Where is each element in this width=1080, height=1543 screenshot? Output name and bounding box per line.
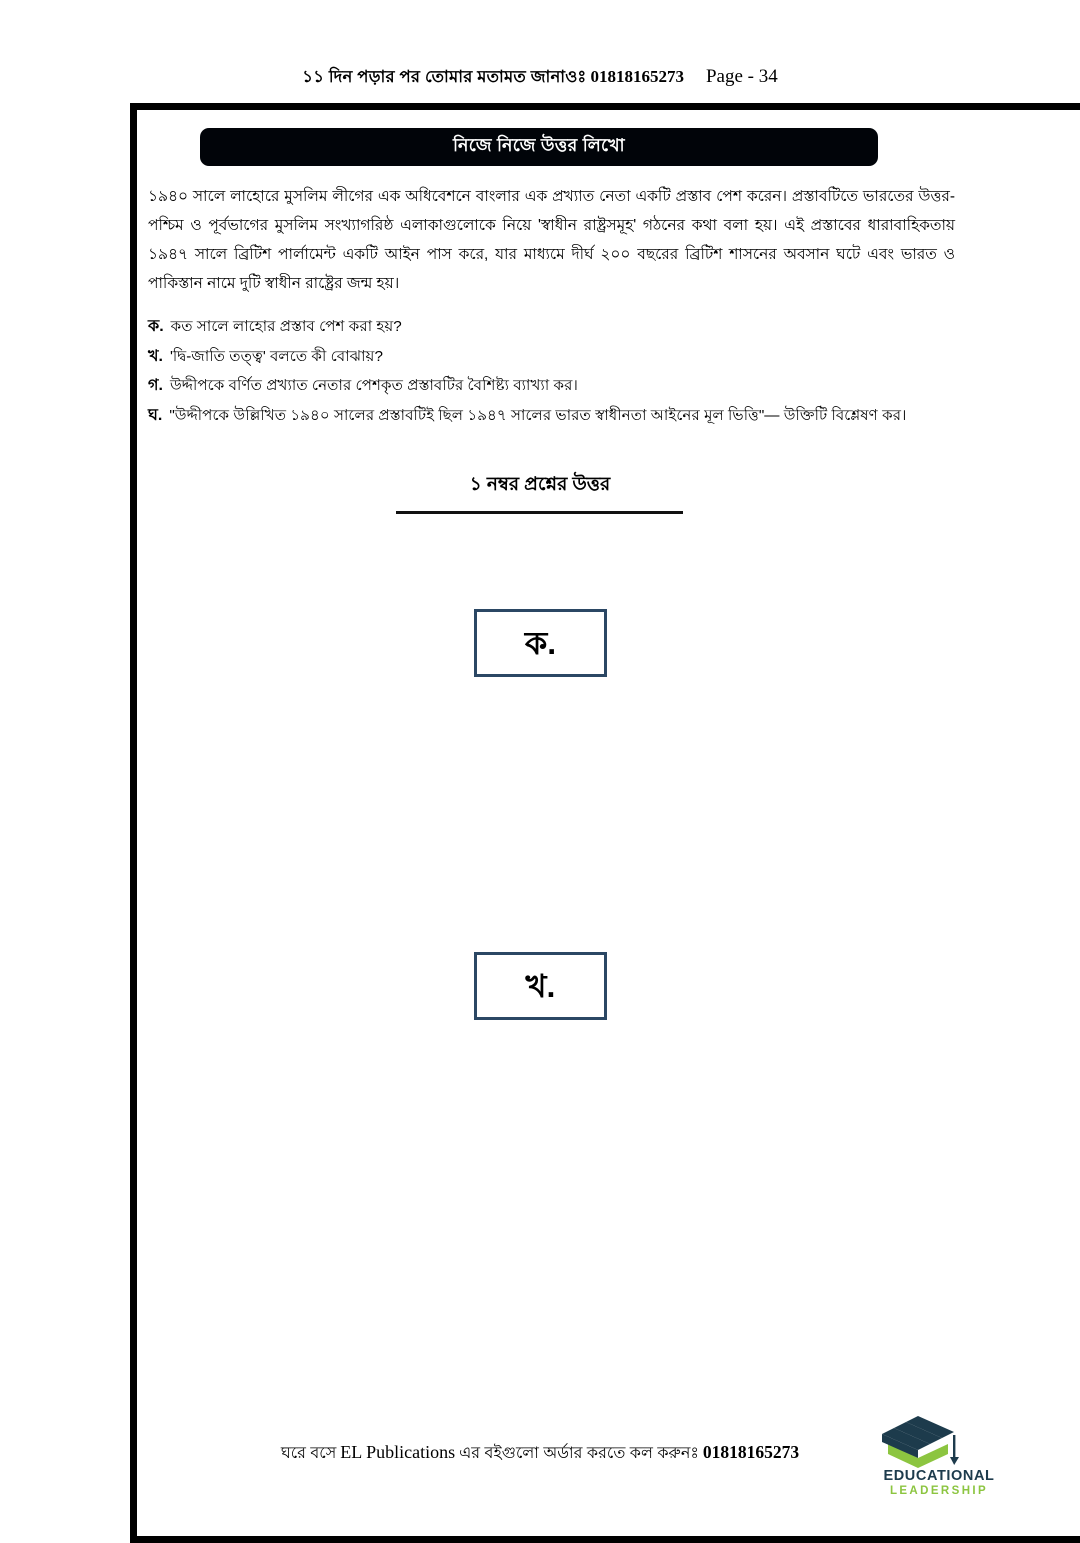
answer-box-letter-ka: ক. bbox=[524, 625, 557, 661]
question-text-ka: কত সালে লাহোর প্রস্তাব পেশ করা হয়? bbox=[170, 318, 402, 335]
question-mark-gha: ঘ. bbox=[148, 406, 163, 424]
question-text-kha: 'দ্বি-জাতি তত্ত্ব' বলতে কী বোঝায়? bbox=[169, 347, 383, 365]
answer-section-underline bbox=[396, 511, 683, 514]
question-item-ka bbox=[148, 312, 993, 342]
graduation-cap-e-icon bbox=[866, 1413, 1012, 1469]
question-mark-kha: খ. bbox=[148, 347, 163, 365]
answer-section-heading-text: ১ নম্বর প্রশ্নের উত্তর bbox=[469, 473, 611, 494]
answer-box-letter-kha: খ. bbox=[525, 968, 556, 1004]
stimulus-paragraph: ১৯৪০ সালে লাহোরে মুসলিম লীগের এক অধিবেশনে বাংলার এক প্রখ্যাত নেতা একটি প্রস্তাব পেশ করেন। প্রস্তাবটিতে ভারতের উত্তর-পশ্চিম ও পূর্বভাগের মুসলিম সংখ্যাগরিষ্ঠ এলাকাগুলোকে নিয়ে 'স্বাধীন রাষ্ট্রসমূহ' গঠনের কথা বলা হয়। এই প্রস্তাবের ধারাবাহিকতায় ১৯৪৭ সালে ব্রিটিশ পার্লামেন্ট একটি আইন পাস করে, যার মাধ্যমে দীর্ঘ ২০০ বছরের ব্রিটিশ শাসনের অবসান ঘটে এবং ভারত ও পাকিস্তান নামে দুটি স্বাধীন রাষ্ট্রের জন্ম হয়। bbox=[148, 188, 955, 292]
question-mark-ga: গ. bbox=[148, 377, 163, 394]
question-mark-ka: ক. bbox=[148, 318, 164, 335]
answer-box-kha bbox=[474, 952, 607, 1020]
logo-subtitle-text: LEADERSHIP bbox=[889, 1485, 989, 1497]
question-list bbox=[148, 312, 993, 430]
question-text-gha: "উদ্দীপকে উল্লিখিত ১৯৪০ সালের প্রস্তাবটিই ছিল ১৯৪৭ সালের ভারত স্বাধীনতা আইনের মূল ভিত্তি"— উক্তিটি বিশ্লেষণ কর। bbox=[169, 406, 907, 424]
header-bengali-note: ১১ দিন পড়ার পর তোমার মতামত জানাওঃ bbox=[302, 68, 587, 86]
header-phone-number: 01818165273 bbox=[590, 67, 684, 86]
footer-publisher-name: EL Publications bbox=[340, 1442, 456, 1462]
footer-bengali-prefix: ঘরে বসে bbox=[280, 1445, 337, 1462]
answer-box-ka bbox=[474, 609, 607, 677]
educational-leadership-logo bbox=[866, 1413, 1012, 1505]
answer-section-heading bbox=[0, 470, 1080, 501]
question-text-ga: উদ্দীপকে বর্ণিত প্রখ্যাত নেতার পেশকৃত প্রস্তাবটির বৈশিষ্ট্য ব্যাখ্যা কর। bbox=[169, 377, 578, 394]
question-item-kha bbox=[148, 342, 993, 372]
footer-phone-number: 01818165273 bbox=[702, 1442, 800, 1462]
section-title-banner bbox=[200, 128, 878, 166]
running-header bbox=[0, 64, 1080, 91]
question-item-gha bbox=[148, 401, 993, 431]
page-number-label: Page - 34 bbox=[705, 66, 778, 87]
question-item-ga bbox=[148, 371, 993, 401]
logo-name-text: EDUCATIONAL bbox=[883, 1468, 995, 1484]
section-title-text: নিজে নিজে উত্তর লিখো bbox=[453, 134, 625, 155]
footer-bengali-suffix: এর বইগুলো অর্ডার করতে কল করুনঃ bbox=[459, 1445, 699, 1462]
